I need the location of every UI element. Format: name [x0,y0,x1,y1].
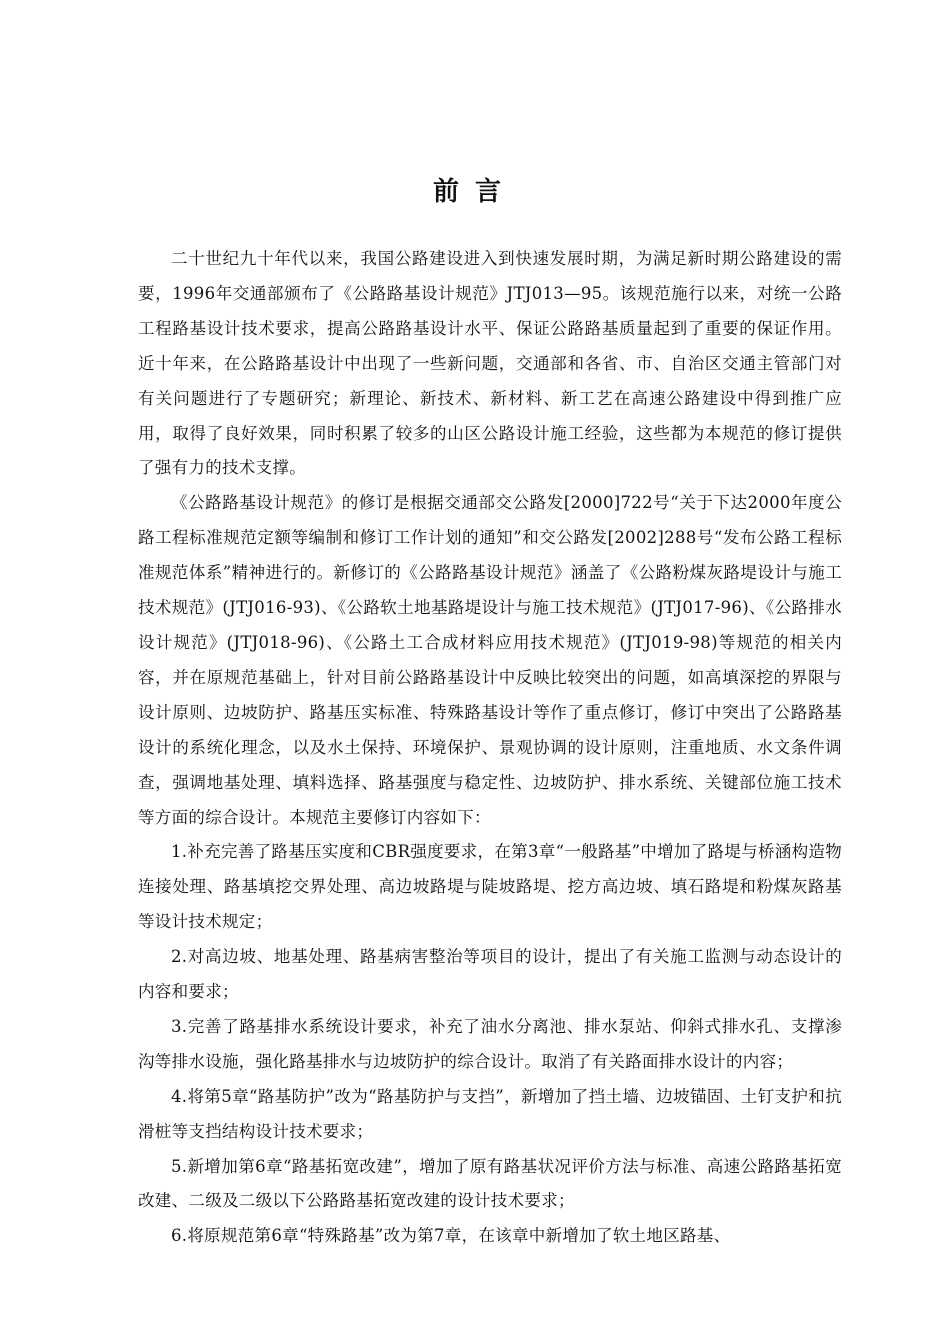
list-item-1: 1.补充完善了路基压实度和CBR强度要求，在第3章“一般路基”中增加了路堤与桥涵构造物连接处理、路基填挖交界处理、高边坡路堤与陡坡路堤、挖方高边坡、填石路堤和粉煤灰路基等设计技术规定； [138,842,842,932]
list-item-3: 3.完善了路基排水系统设计要求，补充了油水分离池、排水泵站、仰斜式排水孔、支撑渗沟等排水设施，强化路基排水与边坡防护的综合设计。取消了有关路面排水设计的内容； [138,1016,842,1071]
paragraph-intro: 二十世纪九十年代以来，我国公路建设进入到快速发展时期，为满足新时期公路建设的需要，1996年交通部颁布了《公路路基设计规范》JTJ013—95。该规范施行以来，对统一公路工程路基设计技术要求，提高公路路基设计水平、保证公路路基质量起到了重要的保证作用。近十年来，在公路路基设计中出现了一些新问题，交通部和各省、市、自治区交通主管部门对有关问题进行了专题研究；新理论、新技术、新材料、新工艺在高速公路建设中得到推广应用，取得了良好效果，同时积累了较多的山区公路设计施工经验，这些都为本规范的修订提供了强有力的技术支撑。 [138,249,842,478]
page-title: 前言 [432,177,517,207]
list-item-5: 5.新增加第6章“路基拓宽改建”，增加了原有路基状况评价方法与标准、高速公路路基拓宽改建、二级及二级以下公路路基拓宽改建的设计技术要求； [138,1156,842,1211]
list-item-6: 6.将原规范第6章“特殊路基”改为第7章，在该章中新增加了软土地区路基、 [171,1226,731,1246]
list-item-4: 4.将第5章“路基防护”改为“路基防护与支挡”，新增加了挡土墙、边坡锚固、土钉支护和抗滑桩等支挡结构设计技术要求； [138,1086,842,1141]
document-body [138,242,842,1254]
list-item-2: 2.对高边坡、地基处理、路基病害整治等项目的设计，提出了有关施工监测与动态设计的内容和要求； [138,947,842,1002]
paragraph-revision-basis: 《公路路基设计规范》的修订是根据交通部交公路发[2000]722号“关于下达2000年度公路工程标准规范定额等编制和修订工作计划的通知”和交公路发[2002]288号“发布公路工程标准规范体系”精神进行的。新修订的《公路路基设计规范》涵盖了《公路粉煤灰路堤设计与施工技术规范》(JTJ016-93)、《公路软土地基路堤设计与施工技术规范》(JTJ017-96)、《公路排水设计规范》(JTJ018-96)、《公路土工合成材料应用技术规范》(JTJ019-98)等规范的相关内容，并在原规范基础上，针对目前公路路基设计中反映比较突出的问题，如高填深挖的界限与设计原则、边坡防护、路基压实标准、特殊路基设计等作了重点修订，修订中突出了公路路基设计的系统化理念，以及水土保持、环境保护、景观协调的设计原则，注重地质、水文条件调查，强调地基处理、填料选择、路基强度与稳定性、边坡防护、排水系统、关键部位施工技术等方面的综合设计。本规范主要修订内容如下： [138,493,842,827]
